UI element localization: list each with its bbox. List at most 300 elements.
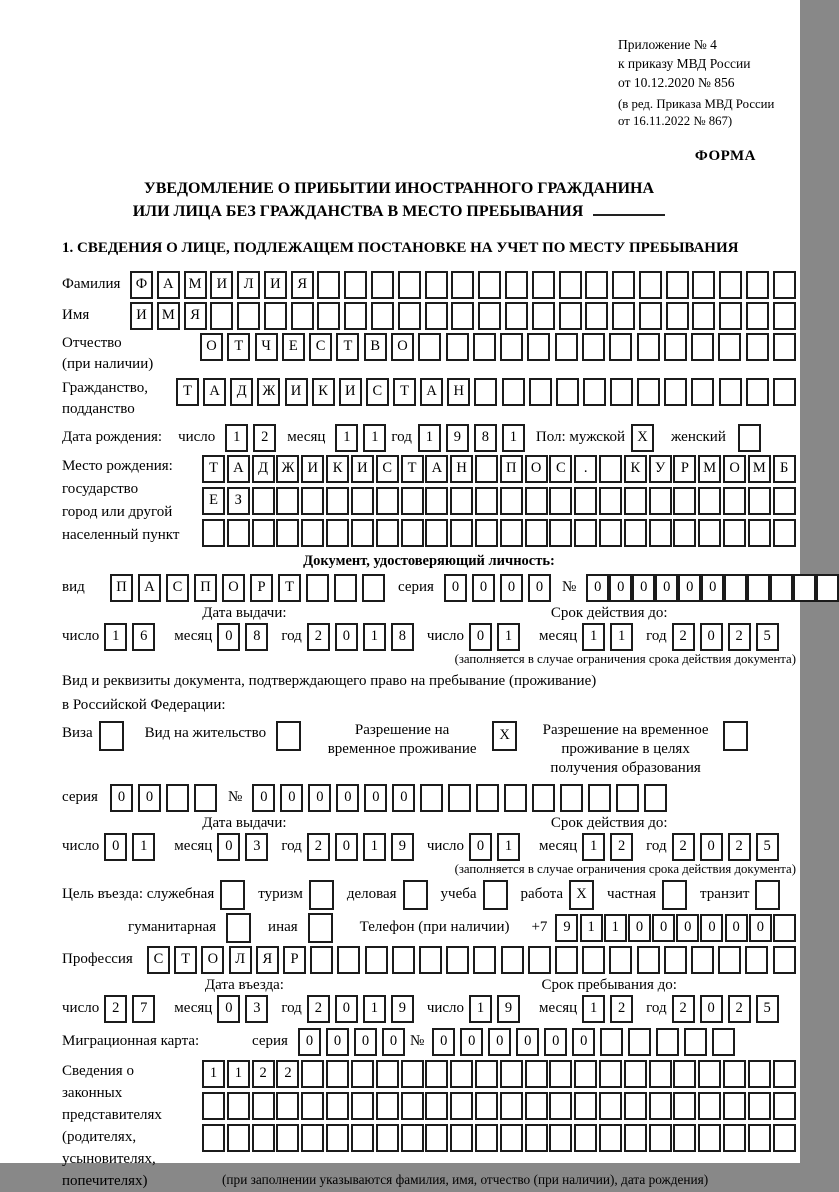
char-cell[interactable] <box>664 333 687 361</box>
char-cell[interactable]: А <box>138 574 161 602</box>
char-cell[interactable] <box>773 946 796 974</box>
char-cell[interactable] <box>637 333 660 361</box>
char-cell[interactable]: 0 <box>609 574 632 602</box>
char-cell[interactable] <box>532 271 555 299</box>
char-cell[interactable]: Т <box>336 333 359 361</box>
char-cell[interactable] <box>310 946 333 974</box>
char-cell[interactable]: И <box>351 455 374 483</box>
char-cell[interactable] <box>392 946 415 974</box>
char-cell[interactable]: 0 <box>500 574 523 602</box>
char-cell[interactable] <box>419 946 442 974</box>
char-cell[interactable]: Н <box>447 378 470 406</box>
char-cell[interactable]: П <box>110 574 133 602</box>
char-cell[interactable] <box>420 784 443 812</box>
char-cell[interactable] <box>773 302 796 330</box>
char-cell[interactable]: 0 <box>700 995 723 1023</box>
char-cell[interactable]: 0 <box>749 914 772 942</box>
char-cell[interactable]: А <box>157 271 180 299</box>
char-cell[interactable]: 0 <box>700 914 723 942</box>
char-cell[interactable]: 1 <box>469 995 492 1023</box>
char-cell[interactable] <box>624 1124 647 1152</box>
char-cell[interactable] <box>525 1092 548 1120</box>
char-cell[interactable] <box>500 1060 523 1088</box>
char-cell[interactable] <box>624 487 647 515</box>
char-cell[interactable] <box>425 1124 448 1152</box>
char-cell[interactable]: 1 <box>610 623 633 651</box>
char-cell[interactable]: Л <box>237 271 260 299</box>
checkbox-cell[interactable] <box>723 721 748 751</box>
char-cell[interactable] <box>549 1124 572 1152</box>
char-cell[interactable]: А <box>420 378 443 406</box>
char-cell[interactable] <box>560 784 583 812</box>
char-cell[interactable] <box>585 302 608 330</box>
char-cell[interactable] <box>500 333 523 361</box>
char-cell[interactable] <box>504 784 527 812</box>
char-cell[interactable] <box>692 302 715 330</box>
char-cell[interactable] <box>719 302 742 330</box>
char-cell[interactable]: 8 <box>245 623 268 651</box>
char-cell[interactable] <box>371 271 394 299</box>
char-cell[interactable]: 0 <box>354 1028 377 1056</box>
char-cell[interactable]: 0 <box>544 1028 567 1056</box>
char-cell[interactable] <box>301 519 324 547</box>
char-cell[interactable] <box>644 784 667 812</box>
char-cell[interactable]: О <box>391 333 414 361</box>
char-cell[interactable] <box>599 1092 622 1120</box>
char-cell[interactable] <box>691 378 714 406</box>
checkbox-cell[interactable] <box>483 880 508 910</box>
char-cell[interactable] <box>351 519 374 547</box>
char-cell[interactable] <box>276 1124 299 1152</box>
char-cell[interactable] <box>525 519 548 547</box>
char-cell[interactable] <box>649 1092 672 1120</box>
char-cell[interactable] <box>237 302 260 330</box>
char-cell[interactable] <box>773 914 796 942</box>
char-cell[interactable]: 0 <box>364 784 387 812</box>
char-cell[interactable]: Е <box>282 333 305 361</box>
char-cell[interactable] <box>574 487 597 515</box>
char-cell[interactable] <box>748 519 771 547</box>
char-cell[interactable] <box>475 487 498 515</box>
char-cell[interactable]: Ч <box>255 333 278 361</box>
checkbox-cell[interactable]: X <box>569 880 594 910</box>
char-cell[interactable]: З <box>227 487 250 515</box>
char-cell[interactable]: 9 <box>446 424 469 452</box>
char-cell[interactable] <box>505 302 528 330</box>
checkbox-cell[interactable] <box>662 880 687 910</box>
char-cell[interactable] <box>599 455 622 483</box>
char-cell[interactable]: 1 <box>335 424 358 452</box>
char-cell[interactable]: А <box>425 455 448 483</box>
char-cell[interactable]: 2 <box>672 623 695 651</box>
char-cell[interactable] <box>376 1092 399 1120</box>
char-cell[interactable]: 2 <box>672 995 695 1023</box>
char-cell[interactable] <box>816 574 839 602</box>
char-cell[interactable]: К <box>624 455 647 483</box>
char-cell[interactable] <box>166 784 189 812</box>
char-cell[interactable] <box>637 946 660 974</box>
char-cell[interactable] <box>401 1092 424 1120</box>
char-cell[interactable] <box>529 378 552 406</box>
char-cell[interactable] <box>673 1092 696 1120</box>
char-cell[interactable] <box>344 302 367 330</box>
char-cell[interactable] <box>326 487 349 515</box>
char-cell[interactable]: В <box>364 333 387 361</box>
char-cell[interactable] <box>574 1092 597 1120</box>
char-cell[interactable] <box>473 946 496 974</box>
char-cell[interactable]: Л <box>229 946 252 974</box>
char-cell[interactable]: 0 <box>308 784 331 812</box>
char-cell[interactable]: П <box>194 574 217 602</box>
char-cell[interactable] <box>473 333 496 361</box>
char-cell[interactable] <box>202 1092 225 1120</box>
char-cell[interactable] <box>344 271 367 299</box>
char-cell[interactable] <box>723 487 746 515</box>
char-cell[interactable] <box>365 946 388 974</box>
char-cell[interactable]: 2 <box>610 833 633 861</box>
char-cell[interactable]: 1 <box>132 833 155 861</box>
char-cell[interactable]: А <box>203 378 226 406</box>
char-cell[interactable]: 1 <box>363 424 386 452</box>
char-cell[interactable]: 1 <box>580 914 603 942</box>
char-cell[interactable] <box>609 946 632 974</box>
char-cell[interactable]: 0 <box>252 784 275 812</box>
char-cell[interactable]: И <box>130 302 153 330</box>
char-cell[interactable]: 9 <box>555 914 578 942</box>
char-cell[interactable] <box>450 1124 473 1152</box>
char-cell[interactable]: 2 <box>276 1060 299 1088</box>
char-cell[interactable]: 5 <box>756 995 779 1023</box>
checkbox-cell[interactable] <box>226 913 251 943</box>
char-cell[interactable] <box>446 946 469 974</box>
char-cell[interactable] <box>450 519 473 547</box>
char-cell[interactable]: 2 <box>728 623 751 651</box>
char-cell[interactable] <box>306 574 329 602</box>
char-cell[interactable] <box>639 271 662 299</box>
char-cell[interactable] <box>301 487 324 515</box>
char-cell[interactable] <box>773 378 796 406</box>
char-cell[interactable]: Н <box>450 455 473 483</box>
char-cell[interactable] <box>746 333 769 361</box>
char-cell[interactable]: Б <box>773 455 796 483</box>
char-cell[interactable]: 1 <box>227 1060 250 1088</box>
checkbox-cell[interactable] <box>276 721 301 751</box>
char-cell[interactable] <box>326 1060 349 1088</box>
char-cell[interactable]: 2 <box>672 833 695 861</box>
char-cell[interactable]: 9 <box>391 833 414 861</box>
char-cell[interactable] <box>549 1060 572 1088</box>
char-cell[interactable] <box>555 946 578 974</box>
char-cell[interactable] <box>376 1060 399 1088</box>
char-cell[interactable] <box>450 1060 473 1088</box>
char-cell[interactable]: Р <box>673 455 696 483</box>
char-cell[interactable] <box>559 302 582 330</box>
char-cell[interactable]: . <box>574 455 597 483</box>
char-cell[interactable] <box>351 1060 374 1088</box>
char-cell[interactable]: 0 <box>652 914 675 942</box>
char-cell[interactable] <box>748 487 771 515</box>
char-cell[interactable] <box>451 271 474 299</box>
char-cell[interactable]: 2 <box>728 833 751 861</box>
char-cell[interactable]: 0 <box>326 1028 349 1056</box>
char-cell[interactable]: Я <box>291 271 314 299</box>
char-cell[interactable] <box>505 271 528 299</box>
char-cell[interactable]: С <box>366 378 389 406</box>
char-cell[interactable] <box>698 1060 721 1088</box>
char-cell[interactable] <box>582 946 605 974</box>
char-cell[interactable] <box>351 1124 374 1152</box>
char-cell[interactable] <box>528 946 551 974</box>
char-cell[interactable]: Ф <box>130 271 153 299</box>
char-cell[interactable] <box>773 1060 796 1088</box>
char-cell[interactable] <box>425 302 448 330</box>
char-cell[interactable]: 0 <box>488 1028 511 1056</box>
char-cell[interactable] <box>673 1060 696 1088</box>
char-cell[interactable] <box>746 378 769 406</box>
char-cell[interactable] <box>202 1124 225 1152</box>
char-cell[interactable]: Е <box>202 487 225 515</box>
char-cell[interactable]: 0 <box>472 574 495 602</box>
char-cell[interactable] <box>692 271 715 299</box>
char-cell[interactable] <box>227 1124 250 1152</box>
char-cell[interactable] <box>337 946 360 974</box>
char-cell[interactable] <box>649 487 672 515</box>
char-cell[interactable] <box>745 946 768 974</box>
char-cell[interactable] <box>649 1124 672 1152</box>
char-cell[interactable]: М <box>748 455 771 483</box>
char-cell[interactable]: 0 <box>110 784 133 812</box>
char-cell[interactable] <box>525 487 548 515</box>
char-cell[interactable]: 0 <box>701 574 724 602</box>
char-cell[interactable]: 0 <box>678 574 701 602</box>
char-cell[interactable]: 1 <box>502 424 525 452</box>
char-cell[interactable] <box>401 519 424 547</box>
char-cell[interactable] <box>450 487 473 515</box>
char-cell[interactable] <box>673 487 696 515</box>
char-cell[interactable] <box>475 1060 498 1088</box>
char-cell[interactable] <box>301 1092 324 1120</box>
char-cell[interactable] <box>252 1092 275 1120</box>
char-cell[interactable] <box>532 302 555 330</box>
char-cell[interactable]: 0 <box>469 833 492 861</box>
char-cell[interactable] <box>609 333 632 361</box>
char-cell[interactable]: 9 <box>497 995 520 1023</box>
char-cell[interactable] <box>527 333 550 361</box>
char-cell[interactable] <box>624 519 647 547</box>
char-cell[interactable]: 2 <box>307 995 330 1023</box>
char-cell[interactable] <box>317 302 340 330</box>
char-cell[interactable]: 8 <box>474 424 497 452</box>
char-cell[interactable]: 0 <box>444 574 467 602</box>
char-cell[interactable]: 0 <box>632 574 655 602</box>
char-cell[interactable]: 0 <box>298 1028 321 1056</box>
char-cell[interactable]: О <box>200 333 223 361</box>
char-cell[interactable]: 0 <box>460 1028 483 1056</box>
char-cell[interactable] <box>326 519 349 547</box>
char-cell[interactable] <box>691 946 714 974</box>
char-cell[interactable] <box>556 378 579 406</box>
char-cell[interactable]: 2 <box>104 995 127 1023</box>
char-cell[interactable]: 1 <box>363 833 386 861</box>
char-cell[interactable] <box>723 519 746 547</box>
char-cell[interactable]: 9 <box>391 995 414 1023</box>
char-cell[interactable] <box>326 1092 349 1120</box>
char-cell[interactable] <box>500 487 523 515</box>
char-cell[interactable]: 0 <box>335 995 358 1023</box>
char-cell[interactable] <box>624 1060 647 1088</box>
char-cell[interactable] <box>501 946 524 974</box>
char-cell[interactable]: 0 <box>469 623 492 651</box>
char-cell[interactable] <box>574 519 597 547</box>
char-cell[interactable] <box>583 378 606 406</box>
char-cell[interactable] <box>194 784 217 812</box>
char-cell[interactable] <box>448 784 471 812</box>
char-cell[interactable]: 2 <box>307 623 330 651</box>
char-cell[interactable]: 0 <box>628 914 651 942</box>
char-cell[interactable] <box>673 1124 696 1152</box>
char-cell[interactable] <box>624 1092 647 1120</box>
char-cell[interactable]: 1 <box>582 833 605 861</box>
char-cell[interactable] <box>301 1060 324 1088</box>
char-cell[interactable] <box>500 1124 523 1152</box>
char-cell[interactable]: И <box>285 378 308 406</box>
char-cell[interactable]: 3 <box>245 995 268 1023</box>
char-cell[interactable] <box>425 271 448 299</box>
char-cell[interactable] <box>748 1092 771 1120</box>
char-cell[interactable]: 2 <box>610 995 633 1023</box>
char-cell[interactable] <box>698 487 721 515</box>
char-cell[interactable]: О <box>222 574 245 602</box>
char-cell[interactable] <box>773 1092 796 1120</box>
char-cell[interactable]: Я <box>256 946 279 974</box>
char-cell[interactable]: 0 <box>392 784 415 812</box>
char-cell[interactable] <box>376 1124 399 1152</box>
char-cell[interactable]: 2 <box>253 424 276 452</box>
char-cell[interactable] <box>746 271 769 299</box>
char-cell[interactable] <box>351 487 374 515</box>
char-cell[interactable] <box>227 519 250 547</box>
char-cell[interactable]: 1 <box>604 914 627 942</box>
char-cell[interactable] <box>616 784 639 812</box>
char-cell[interactable] <box>401 1060 424 1088</box>
char-cell[interactable]: 0 <box>528 574 551 602</box>
char-cell[interactable]: П <box>500 455 523 483</box>
char-cell[interactable]: 2 <box>307 833 330 861</box>
char-cell[interactable] <box>252 487 275 515</box>
char-cell[interactable]: 0 <box>104 833 127 861</box>
char-cell[interactable]: У <box>649 455 672 483</box>
char-cell[interactable]: Р <box>283 946 306 974</box>
char-cell[interactable] <box>276 519 299 547</box>
char-cell[interactable] <box>773 1124 796 1152</box>
char-cell[interactable] <box>446 333 469 361</box>
char-cell[interactable]: Т <box>393 378 416 406</box>
char-cell[interactable]: К <box>326 455 349 483</box>
char-cell[interactable] <box>549 1092 572 1120</box>
char-cell[interactable]: 1 <box>363 623 386 651</box>
char-cell[interactable] <box>698 519 721 547</box>
char-cell[interactable]: Т <box>176 378 199 406</box>
char-cell[interactable] <box>371 302 394 330</box>
char-cell[interactable]: 0 <box>335 623 358 651</box>
char-cell[interactable] <box>362 574 385 602</box>
char-cell[interactable] <box>723 1124 746 1152</box>
char-cell[interactable]: Д <box>252 455 275 483</box>
char-cell[interactable] <box>502 378 525 406</box>
char-cell[interactable] <box>691 333 714 361</box>
char-cell[interactable]: С <box>166 574 189 602</box>
char-cell[interactable]: 1 <box>582 995 605 1023</box>
char-cell[interactable]: О <box>723 455 746 483</box>
char-cell[interactable]: Т <box>174 946 197 974</box>
char-cell[interactable] <box>773 271 796 299</box>
char-cell[interactable]: 1 <box>225 424 248 452</box>
char-cell[interactable] <box>276 1092 299 1120</box>
char-cell[interactable] <box>252 1124 275 1152</box>
char-cell[interactable] <box>291 302 314 330</box>
char-cell[interactable] <box>746 302 769 330</box>
char-cell[interactable]: И <box>264 271 287 299</box>
char-cell[interactable]: Я <box>184 302 207 330</box>
char-cell[interactable] <box>747 574 770 602</box>
char-cell[interactable]: 0 <box>700 623 723 651</box>
char-cell[interactable] <box>549 487 572 515</box>
char-cell[interactable]: 0 <box>336 784 359 812</box>
char-cell[interactable] <box>401 487 424 515</box>
char-cell[interactable]: 5 <box>756 833 779 861</box>
char-cell[interactable] <box>599 519 622 547</box>
char-cell[interactable]: 1 <box>363 995 386 1023</box>
char-cell[interactable] <box>478 302 501 330</box>
char-cell[interactable]: 8 <box>391 623 414 651</box>
char-cell[interactable] <box>610 378 633 406</box>
char-cell[interactable] <box>475 519 498 547</box>
char-cell[interactable]: Т <box>401 455 424 483</box>
char-cell[interactable]: 0 <box>382 1028 405 1056</box>
char-cell[interactable] <box>398 271 421 299</box>
char-cell[interactable] <box>334 574 357 602</box>
char-cell[interactable]: 0 <box>655 574 678 602</box>
char-cell[interactable]: М <box>157 302 180 330</box>
char-cell[interactable] <box>585 271 608 299</box>
char-cell[interactable] <box>574 1124 597 1152</box>
char-cell[interactable]: И <box>339 378 362 406</box>
char-cell[interactable] <box>719 271 742 299</box>
char-cell[interactable]: С <box>549 455 572 483</box>
char-cell[interactable] <box>718 946 741 974</box>
char-cell[interactable] <box>599 487 622 515</box>
char-cell[interactable] <box>500 1092 523 1120</box>
char-cell[interactable]: О <box>201 946 224 974</box>
char-cell[interactable] <box>326 1124 349 1152</box>
char-cell[interactable] <box>599 1060 622 1088</box>
char-cell[interactable]: Т <box>202 455 225 483</box>
char-cell[interactable] <box>664 946 687 974</box>
char-cell[interactable]: И <box>301 455 324 483</box>
char-cell[interactable] <box>649 1060 672 1088</box>
char-cell[interactable] <box>276 487 299 515</box>
char-cell[interactable] <box>698 1092 721 1120</box>
char-cell[interactable]: Д <box>230 378 253 406</box>
char-cell[interactable]: 0 <box>725 914 748 942</box>
char-cell[interactable]: Т <box>278 574 301 602</box>
char-cell[interactable] <box>773 487 796 515</box>
char-cell[interactable] <box>664 378 687 406</box>
char-cell[interactable] <box>227 1092 250 1120</box>
char-cell[interactable] <box>376 519 399 547</box>
char-cell[interactable] <box>748 1060 771 1088</box>
char-cell[interactable] <box>666 271 689 299</box>
